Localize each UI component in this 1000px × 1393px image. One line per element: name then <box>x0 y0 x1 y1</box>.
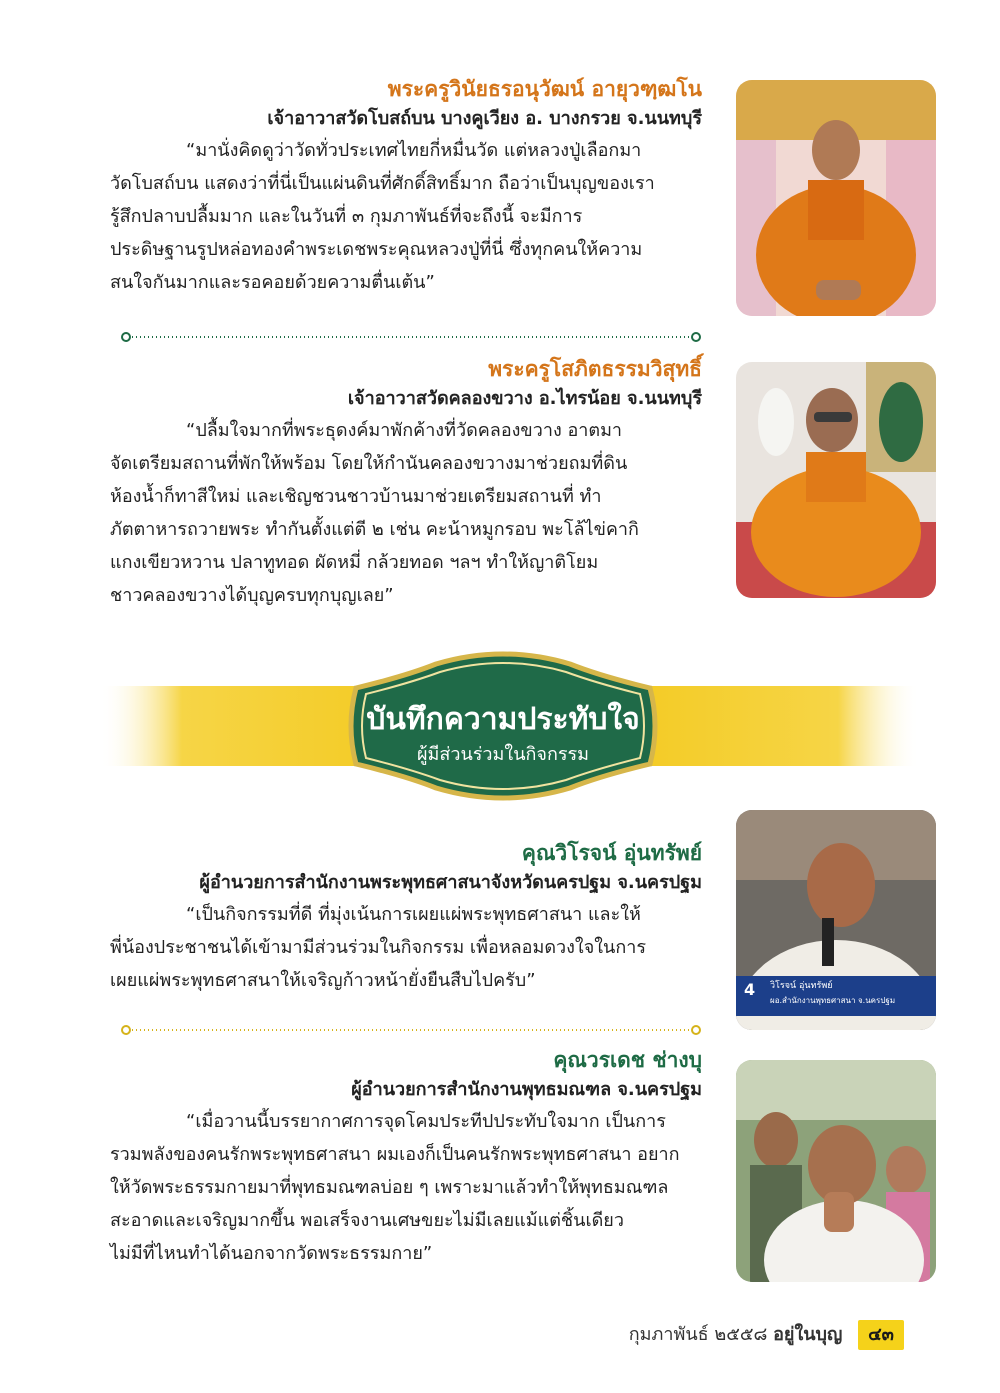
quote-line: ชาวคลองขวางได้บุญครบทุกบุญเลย” <box>110 585 394 606</box>
speaker-photo-3 <box>736 810 936 1030</box>
monk-photo-1-image <box>736 80 936 316</box>
page-number: ๔๓ <box>858 1320 904 1350</box>
photo-caption-name: วิโรจน์ อุ่นทรัพย์ <box>770 981 833 991</box>
quote-line: รวมพลังของคนรักพระพุทธศาสนา ผมเองก็เป็นคนรักพระพุทธศาสนา อยาก <box>110 1144 680 1165</box>
quote-line: แกงเขียวหวาน ปลาทูทอด ผัดหมี่ กล้วยทอด ฯลฯ ทำให้ญาติโยม <box>110 552 599 573</box>
page-footer <box>629 1320 904 1350</box>
speaker-name: คุณวรเดช ช่างบุ <box>553 1048 702 1072</box>
quote-line: สะอาดและเจริญมากขึ้น พอเสร็จงานเศษขยะไม่มีเลยแม้แต่ชิ้นเดียว <box>110 1210 624 1231</box>
monk-photo-2-image <box>736 362 936 598</box>
magazine-name: อยู่ในบุญ <box>773 1324 843 1345</box>
testimonial-3 <box>110 838 702 997</box>
dotted-divider <box>120 1024 702 1036</box>
photo-caption-role: ผอ.สำนักงานพุทธศาสนา จ.นครปฐม <box>770 996 896 1005</box>
quote-line: วัดโบสถ์บน แสดงว่าที่นี่เป็นแผ่นดินที่ศักดิ์สิทธิ์มาก ถือว่าเป็นบุญของเรา <box>110 173 655 194</box>
quote-line: เผยแผ่พระพุทธศาสนาให้เจริญก้าวหน้ายั่งยืนสืบไปครับ” <box>110 970 536 991</box>
quote-text <box>110 1105 702 1270</box>
monk-photo-2 <box>736 362 936 598</box>
quote-line: “มานั่งคิดดูว่าวัดทั่วประเทศไทยกี่หมื่นวัด แต่หลวงปู่เลือกมา <box>186 140 642 161</box>
dotted-divider <box>120 331 702 343</box>
quote-line: “เมื่อวานนี้บรรยากาศการจุดโคมประทีปประทับใจมาก เป็นการ <box>186 1111 666 1132</box>
quote-line: ประดิษฐานรูปหล่อทองคำพระเดชพระคุณหลวงปู่ที่นี่ ซึ่งทุกคนให้ความ <box>110 239 643 260</box>
quote-line: “เป็นกิจกรรมที่ดี ที่มุ่งเน้นการเผยแผ่พระพุทธศาสนา และให้ <box>186 904 641 925</box>
quote-line: ห้องน้ำก็ทาสีใหม่ และเชิญชวนชาวบ้านมาช่วยเตรียมสถานที่ ทำ <box>110 486 602 507</box>
banner-title: บันทึกความประทับใจ <box>366 702 640 737</box>
photo-caption-number: 4 <box>744 980 756 999</box>
quote-line: จัดเตรียมสถานที่พักให้พร้อม โดยให้กำนันคลองขวางมาช่วยถมที่ดิน <box>110 453 628 474</box>
testimonial-2 <box>110 354 702 612</box>
speaker-title: ผู้อำนวยการสำนักงานพระพุทธศาสนาจังหวัดนครปฐม จ.นครปฐม <box>199 872 702 893</box>
quote-line: พี่น้องประชาชนได้เข้ามามีส่วนร่วมในกิจกรรม เพื่อหลอมดวงใจในการ <box>110 937 647 958</box>
quote-line: ภัตตาหารถวายพระ ทำกันตั้งแต่ตี ๒ เช่น คะน้าหมูกรอบ พะโล้ไข่คากิ <box>110 519 639 540</box>
monk-photo-1 <box>736 80 936 316</box>
testimonial-4 <box>110 1045 702 1270</box>
issue-date: กุมภาพันธ์ ๒๕๕๘ <box>628 1324 768 1345</box>
testimonial-1 <box>110 74 702 299</box>
speaker-name: พระครูโสภิตธรรมวิสุทธิ์ <box>488 357 702 381</box>
quote-line: รู้สึกปลาบปลื้มมาก และในวันที่ ๓ กุมภาพันธ์ที่จะถึงนี้ จะมีการ <box>110 206 583 227</box>
quote-line: สนใจกันมากและรอคอยด้วยความตื่นเต้น” <box>110 272 435 293</box>
speaker-photo-4-image <box>736 1060 936 1282</box>
quote-line: ไม่มีที่ไหนทำได้นอกจากวัดพระธรรมกาย” <box>110 1243 433 1264</box>
quote-text <box>110 898 702 997</box>
quote-line: “ปลื้มใจมากที่พระธุดงค์มาพักค้างที่วัดคลองขวาง อาตมา <box>186 420 623 441</box>
speaker-name: คุณวิโรจน์ อุ่นทรัพย์ <box>521 841 702 865</box>
quote-text <box>110 414 702 612</box>
quote-text <box>110 134 702 299</box>
speaker-title: เจ้าอาวาสวัดคลองขวาง อ.ไทรน้อย จ.นนทบุรี <box>347 388 702 409</box>
speaker-title: ผู้อำนวยการสำนักงานพุทธมณฑล จ.นครปฐม <box>351 1079 702 1100</box>
quote-line: ให้วัดพระธรรมกายมาที่พุทธมณฑลบ่อย ๆ เพราะมาแล้วทำให้พุทธมณฑล <box>110 1177 669 1198</box>
banner-subtitle: ผู้มีส่วนร่วมในกิจกรรม <box>416 744 590 765</box>
speaker-title: เจ้าอาวาสวัดโบสถ์บน บางคูเวียง อ. บางกรวย จ.นนทบุรี <box>267 108 702 129</box>
speaker-name: พระครูวินัยธรอนุวัฒน์ อายุวฑฺฒโน <box>387 77 702 101</box>
speaker-photo-4 <box>736 1060 936 1282</box>
